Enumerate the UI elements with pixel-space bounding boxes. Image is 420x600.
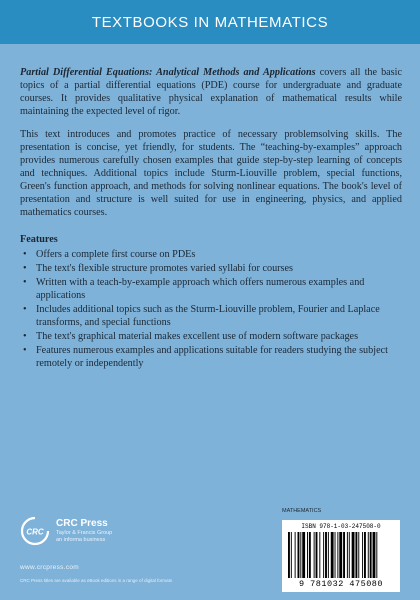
feature-item: • The text's graphical material makes excellent use of modern software packages bbox=[20, 330, 402, 343]
barcode-bar bbox=[364, 532, 366, 578]
features-heading: Features bbox=[20, 234, 58, 245]
barcode-bar bbox=[362, 532, 363, 578]
barcode-bar bbox=[331, 532, 334, 578]
barcode-bar bbox=[298, 532, 300, 578]
feature-item: • Offers a complete first course on PDEs bbox=[20, 248, 402, 261]
barcode-bar bbox=[335, 532, 336, 578]
logo-text: CRC bbox=[26, 527, 44, 537]
barcode-bar bbox=[358, 532, 359, 578]
series-title: TEXTBOOKS IN MATHEMATICS bbox=[91, 13, 329, 31]
feature-item: • Features numerous examples and applications suitable for readers studying the subject remotely or independently bbox=[20, 344, 402, 370]
barcode-bar bbox=[368, 532, 369, 578]
barcode-bar bbox=[300, 532, 301, 578]
subject-label: MATHEMATICS bbox=[282, 508, 322, 514]
barcode-bar bbox=[328, 532, 329, 578]
barcode-bar bbox=[319, 532, 320, 578]
ebook-note: CRC Press titles are available as eBook editions in a range of digital formats bbox=[20, 578, 173, 583]
barcode-panel bbox=[282, 520, 400, 592]
publisher-group: Taylor & Francis Group bbox=[56, 530, 113, 536]
publisher-name: CRC Press bbox=[56, 518, 108, 529]
barcode-digits: 9 781032 475080 bbox=[298, 579, 383, 589]
barcode-bar bbox=[295, 532, 296, 578]
barcode-bar bbox=[325, 532, 327, 578]
intro-text: covers all the basic topics of a partial differential equations (PDE) course for undergraduate and graduate courses. It provides qualitative physical explanation of mathematical results while maintaining the expected level of rigor. bbox=[20, 67, 402, 117]
intro-paragraph bbox=[20, 66, 402, 118]
barcode-bar bbox=[323, 532, 324, 578]
feature-item: • The text's flexible structure promotes varied syllabi for courses bbox=[20, 262, 402, 275]
barcode-bar bbox=[307, 532, 308, 578]
barcode-bar bbox=[316, 532, 318, 578]
barcode-bar bbox=[343, 532, 345, 578]
publisher-subtitle bbox=[56, 530, 176, 543]
barcode-bar bbox=[370, 532, 372, 578]
barcode-bar bbox=[349, 532, 350, 578]
barcode-bar bbox=[373, 532, 376, 578]
feature-item: • Written with a teach-by-example approach which offers numerous examples and applications bbox=[20, 276, 402, 302]
description-paragraph: This text introduces and promotes practice of necessary problemsolving skills. The presentation is concise, yet friendly, for students. The “teaching-by-examples” approach provides numerous carefully chosen examples that guide step-by-step learning of concepts and techniques. Additional topics include Sturm-Liouville problem, special functions, Green's function approach, and methods for solving nonlinear equations. The book's level of presentation and structure is well suited for use in engineering, physics, and applied mathematics courses. bbox=[20, 129, 402, 218]
feature-item: • Includes additional topics such as the Sturm-Liouville problem, Fourier and Laplace transforms, and special functions bbox=[20, 303, 402, 329]
features-list bbox=[20, 248, 402, 370]
barcode-bar bbox=[339, 532, 342, 578]
barcode-bar bbox=[302, 532, 305, 578]
barcode-bar bbox=[347, 532, 348, 578]
barcode-bar bbox=[309, 532, 311, 578]
barcode-bar bbox=[337, 532, 338, 578]
crc-press-logo bbox=[20, 516, 50, 546]
barcode-bar bbox=[288, 532, 290, 578]
back-cover-text bbox=[20, 66, 402, 371]
isbn-label: ISBN 978-1-03-247508-0 bbox=[301, 523, 381, 530]
barcode-bar bbox=[314, 532, 315, 578]
barcode-bar bbox=[376, 532, 377, 578]
barcode-bar bbox=[291, 532, 292, 578]
publisher-tagline: an informa business bbox=[56, 536, 106, 543]
barcode-bar bbox=[352, 532, 355, 578]
publisher-url: www.crcpress.com bbox=[20, 564, 79, 571]
book-title: Partial Differential Equations: Analytical Methods and Applications bbox=[20, 67, 316, 78]
barcode-bar bbox=[355, 532, 357, 578]
barcode-bars bbox=[288, 532, 394, 578]
series-banner bbox=[0, 0, 420, 44]
